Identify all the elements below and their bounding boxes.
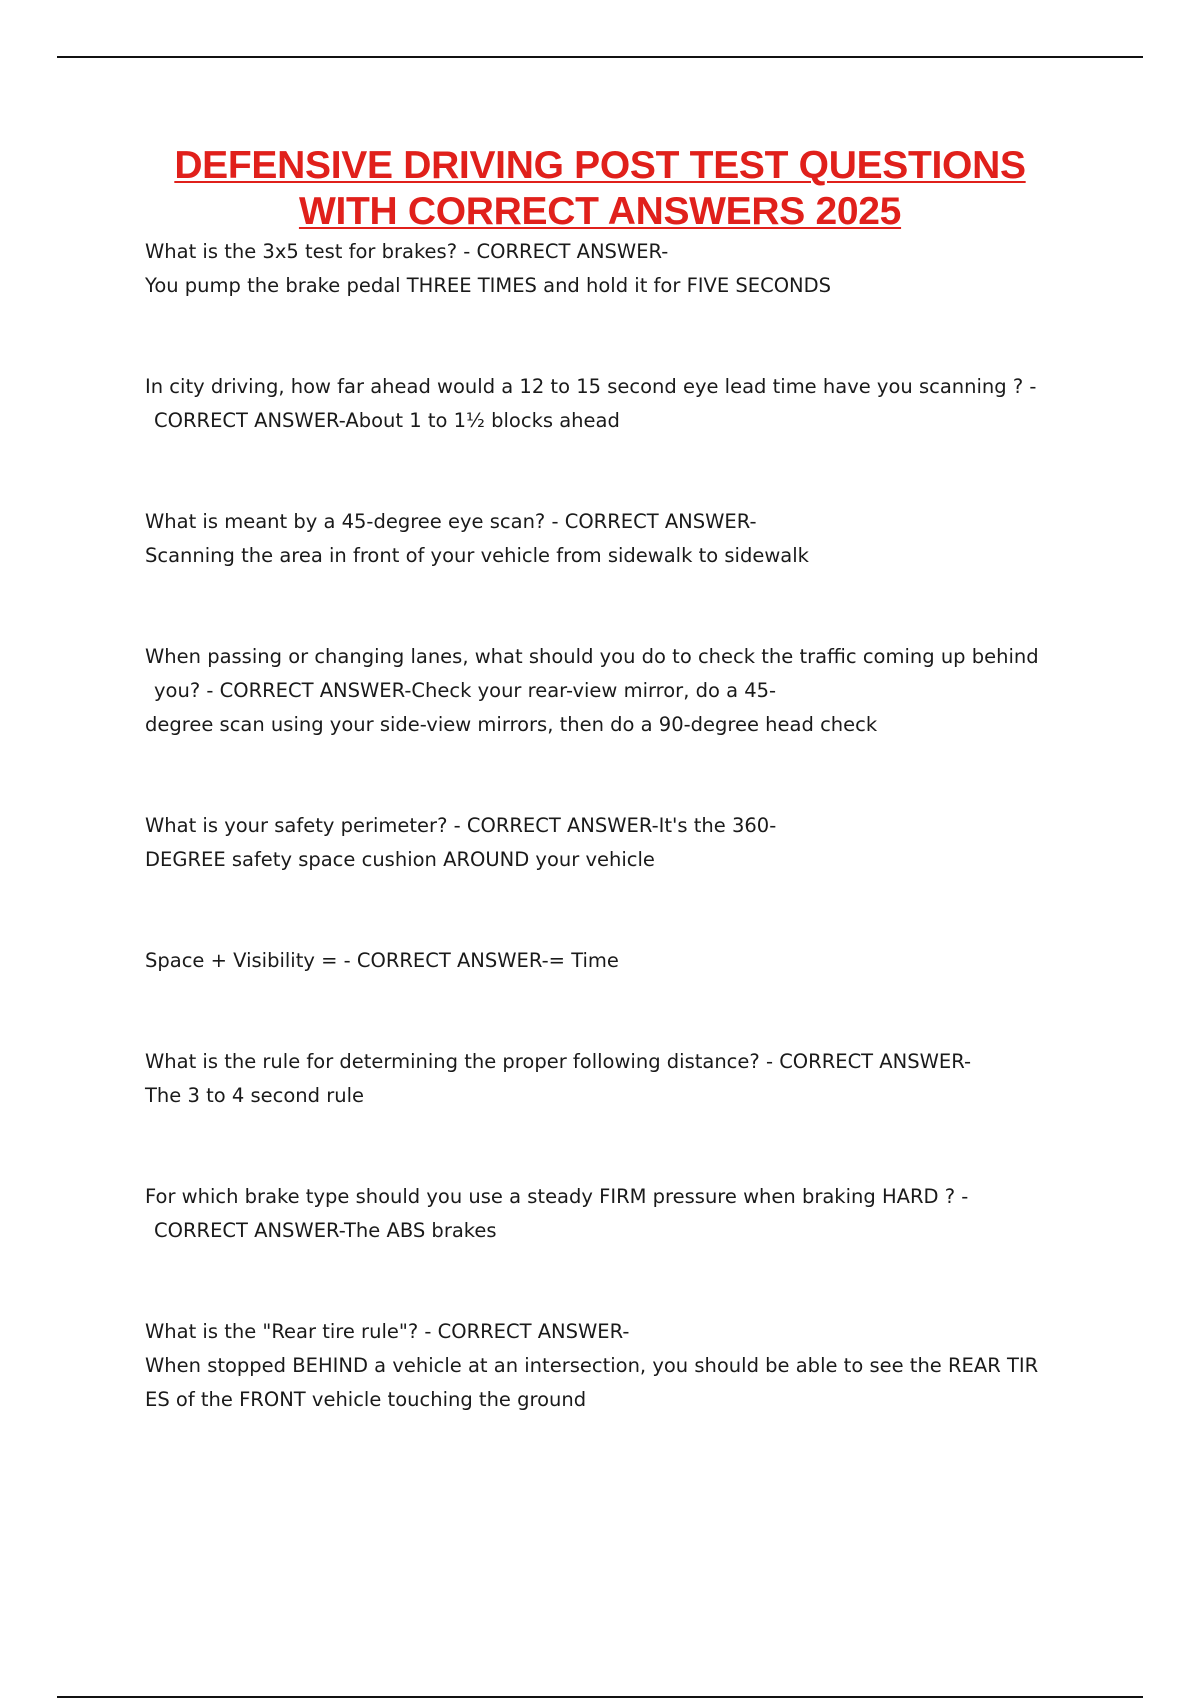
qa-item-9 xyxy=(145,1315,1090,1417)
qa-line: Scanning the area in front of your vehicle from sidewalk to sidewalk xyxy=(145,544,809,567)
qa-line: What is the rule for determining the proper following distance? - CORRECT ANSWER- xyxy=(145,1050,971,1073)
qa-item-7 xyxy=(145,1045,1090,1113)
qa-item-8 xyxy=(145,1180,1090,1248)
qa-line: What is the 3x5 test for brakes? - CORRECT ANSWER- xyxy=(145,240,669,263)
qa-line: What is meant by a 45-degree eye scan? - CORRECT ANSWER- xyxy=(145,510,757,533)
qa-line: CORRECT ANSWER-About 1 to 1½ blocks ahead xyxy=(154,409,620,432)
qa-line: When stopped BEHIND a vehicle at an intersection, you should be able to see the REAR TIR xyxy=(145,1354,1039,1377)
qa-item-4 xyxy=(145,640,1090,742)
qa-item-3 xyxy=(145,505,1090,573)
qa-item-6 xyxy=(145,944,1090,978)
qa-line: You pump the brake pedal THREE TIMES and hold it for FIVE SECONDS xyxy=(145,274,832,297)
qa-line: degree scan using your side-view mirrors, then do a 90-degree head check xyxy=(145,713,878,736)
title-line-1: DEFENSIVE DRIVING POST TEST QUESTIONS xyxy=(174,144,1026,187)
qa-line: you? - CORRECT ANSWER-Check your rear-view mirror, do a 45- xyxy=(154,679,777,702)
qa-line: For which brake type should you use a steady FIRM pressure when braking HARD ? - xyxy=(145,1185,969,1208)
qa-line: What is the "Rear tire rule"? - CORRECT ANSWER- xyxy=(145,1320,630,1343)
qa-line: Space + Visibility = - CORRECT ANSWER-= Time xyxy=(145,949,619,972)
qa-item-1 xyxy=(145,235,1090,303)
qa-line: DEGREE safety space cushion AROUND your vehicle xyxy=(145,848,655,871)
qa-item-5 xyxy=(145,809,1090,877)
document-title xyxy=(100,143,1100,235)
bottom-rule xyxy=(57,1696,1143,1698)
qa-line: ES of the FRONT vehicle touching the ground xyxy=(145,1388,587,1411)
top-rule xyxy=(57,56,1143,58)
qa-line: In city driving, how far ahead would a 12 to 15 second eye lead time have you scanning ? - xyxy=(145,375,1037,398)
qa-line: The 3 to 4 second rule xyxy=(145,1084,364,1107)
qa-line: When passing or changing lanes, what should you do to check the traffic coming up behind xyxy=(145,645,1039,668)
qa-item-2 xyxy=(145,370,1090,438)
qa-line: CORRECT ANSWER-The ABS brakes xyxy=(154,1219,497,1242)
qa-line: What is your safety perimeter? - CORRECT ANSWER-It's the 360- xyxy=(145,814,777,837)
title-line-2: WITH CORRECT ANSWERS 2025 xyxy=(298,190,902,233)
